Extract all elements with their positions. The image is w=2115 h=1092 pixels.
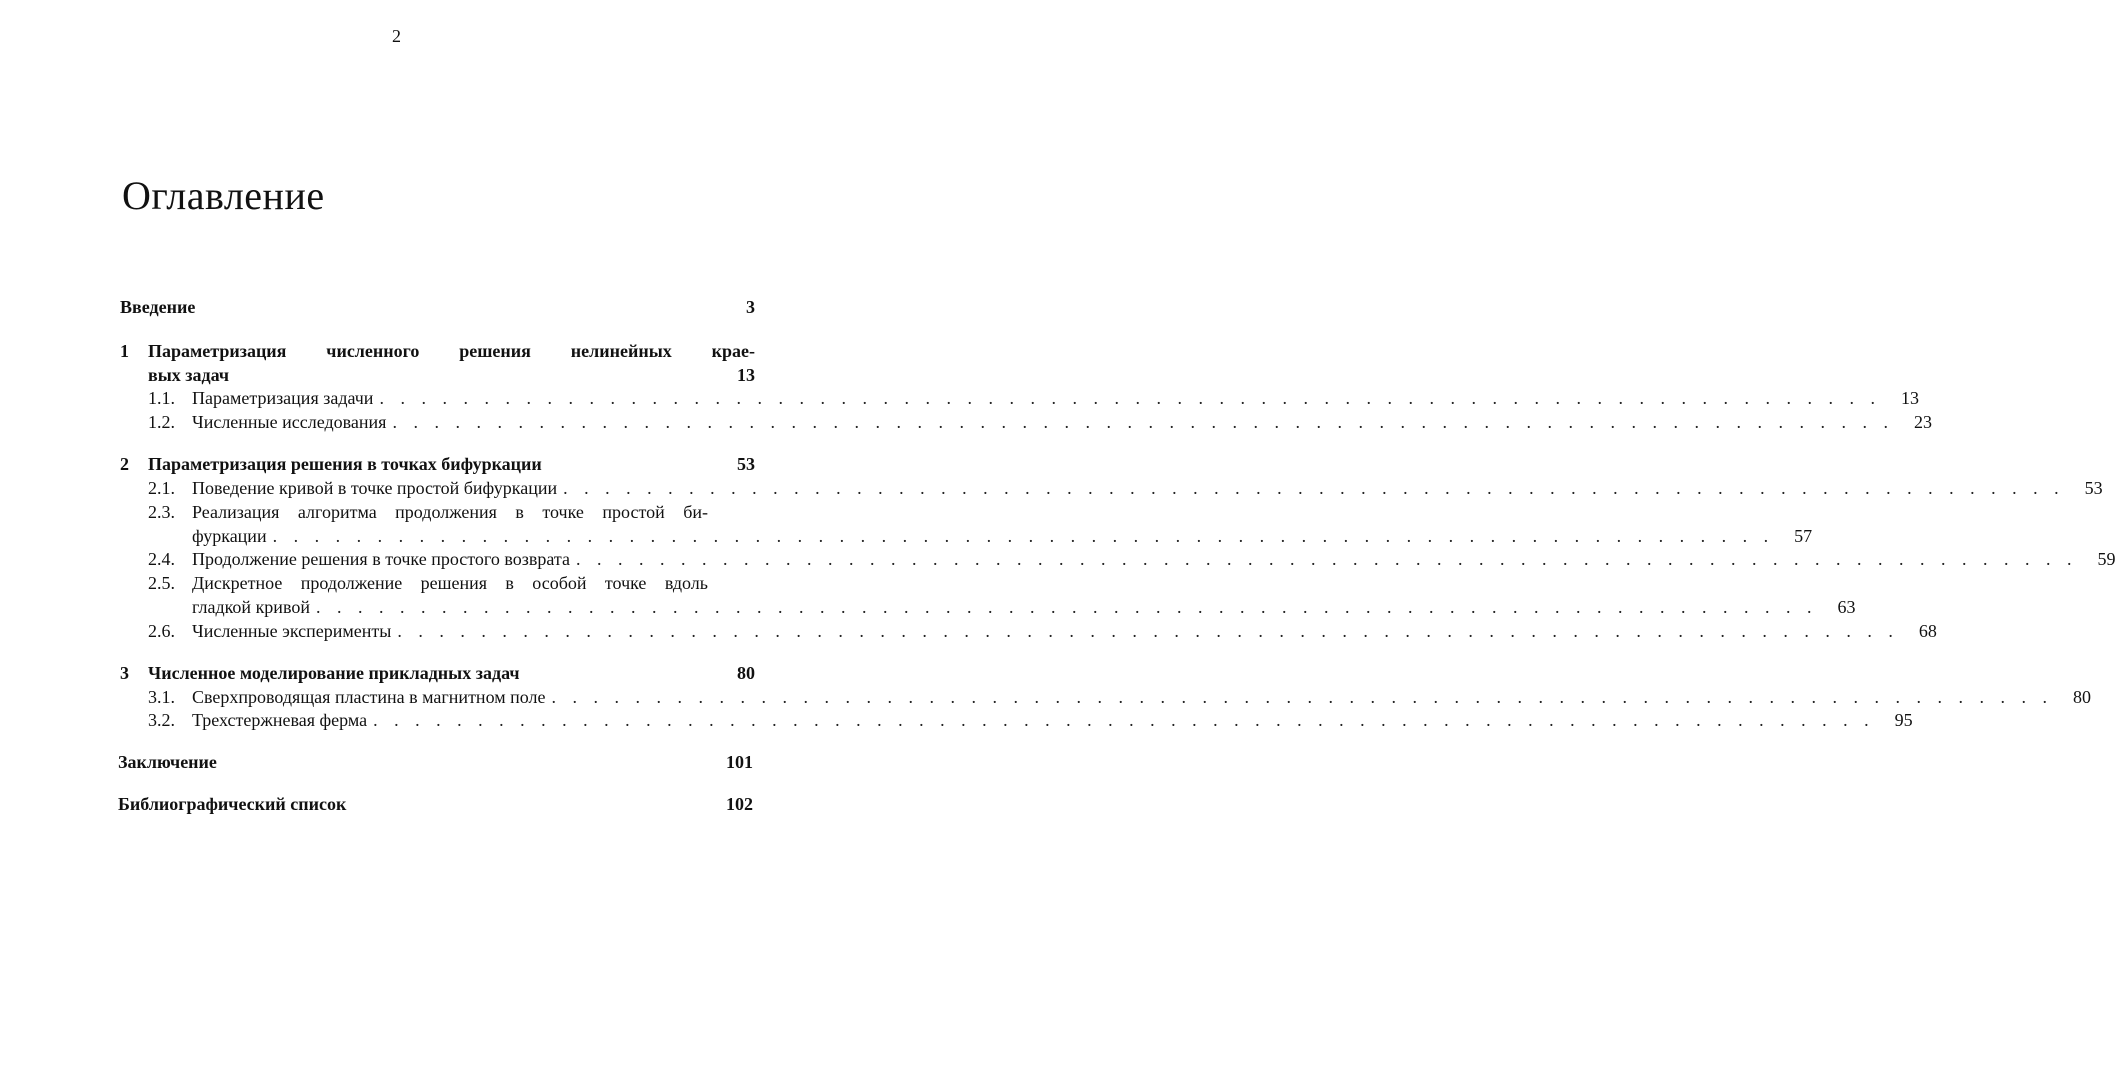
chapter-page: 13 (737, 365, 755, 385)
page-number: 2 (392, 26, 401, 46)
page-title: Оглавление (122, 173, 325, 218)
section-page: 63 (1837, 597, 1856, 617)
dot-leader (391, 621, 1899, 642)
toc-entry-page: 101 (726, 752, 753, 772)
section-page: 23 (1913, 412, 1932, 432)
toc-entry-title: Введение (120, 297, 196, 317)
chapter-number: 2 (120, 454, 129, 474)
section-title: Трехстержневая ферма (192, 710, 368, 730)
dot-leader (570, 549, 2078, 570)
toc-section-2-5-line1[interactable] (148, 573, 708, 597)
chapter-title-cont: вых задач (148, 365, 230, 385)
dot-leader (557, 478, 2065, 499)
toc-entry-conclusion[interactable] (118, 752, 753, 776)
section-title: Численные эксперименты (192, 621, 392, 641)
toc-entry-title: Библиографический список (118, 794, 347, 814)
section-page: 68 (1918, 621, 1937, 641)
dot-leader (386, 412, 1894, 433)
toc-section-2-3-line2[interactable] (148, 526, 1813, 550)
dot-leader (267, 526, 1775, 547)
section-number: 3.2. (148, 710, 175, 730)
toc-chapter-1-line1[interactable] (120, 341, 755, 365)
section-title-cont: фуркации (192, 526, 267, 546)
section-page: 95 (1894, 710, 1913, 730)
section-page: 80 (2072, 687, 2091, 707)
section-title: Реализация алгоритма продолжения в точке простой би- (192, 502, 708, 522)
chapter-title: Параметризация решения в точках бифуркации (148, 454, 542, 474)
toc-section-2-6[interactable] (148, 621, 1937, 645)
toc-section-3-1[interactable] (148, 687, 2091, 711)
section-page: 57 (1794, 526, 1813, 546)
section-title: Поведение кривой в точке простой бифуркации (192, 478, 558, 498)
toc-chapter-2[interactable] (120, 454, 755, 478)
toc-entry-bibliography[interactable] (118, 794, 753, 818)
dot-leader (373, 388, 1881, 409)
section-number: 2.3. (148, 502, 175, 522)
dot-leader (367, 710, 1875, 731)
section-number: 2.1. (148, 478, 175, 498)
toc-section-2-3-line1[interactable] (148, 502, 708, 526)
section-page: 13 (1900, 388, 1919, 408)
section-page: 53 (2084, 478, 2103, 498)
toc-section-2-4[interactable] (148, 549, 2115, 573)
toc-chapter-1-line2[interactable] (120, 365, 755, 389)
section-number: 2.6. (148, 621, 175, 641)
chapter-title: Численное моделирование прикладных задач (148, 663, 520, 683)
toc-chapter-3[interactable] (120, 663, 755, 687)
section-number: 2.4. (148, 549, 175, 569)
dot-leader (310, 597, 1818, 618)
toc-entry-page: 102 (726, 794, 753, 814)
toc-section-1-1[interactable] (148, 388, 1919, 412)
section-title: Параметризация задачи (192, 388, 374, 408)
toc-entry-page: 3 (746, 297, 755, 317)
dot-leader (545, 687, 2053, 708)
section-number: 1.1. (148, 388, 175, 408)
toc-section-2-5-line2[interactable] (148, 597, 1856, 621)
chapter-number: 1 (120, 341, 129, 361)
section-number: 1.2. (148, 412, 175, 432)
section-title: Продолжение решения в точке простого возврата (192, 549, 570, 569)
section-number: 2.5. (148, 573, 175, 593)
section-page: 59 (2097, 549, 2115, 569)
chapter-number: 3 (120, 663, 129, 683)
toc-entry-title: Заключение (118, 752, 217, 772)
section-title: Численные исследования (192, 412, 387, 432)
section-number: 3.1. (148, 687, 175, 707)
chapter-page: 53 (737, 454, 755, 474)
toc-section-1-2[interactable] (148, 412, 1932, 436)
toc-section-3-2[interactable] (148, 710, 1913, 734)
section-title-cont: гладкой кривой (192, 597, 310, 617)
section-title: Дискретное продолжение решения в особой точке вдоль (192, 573, 708, 593)
toc-entry-intro[interactable] (120, 297, 755, 321)
section-title: Сверхпроводящая пластина в магнитном поле (192, 687, 546, 707)
toc-section-2-1[interactable] (148, 478, 2103, 502)
chapter-page: 80 (737, 663, 755, 683)
chapter-title: Параметризация численного решения нелинейных крае- (148, 341, 755, 361)
